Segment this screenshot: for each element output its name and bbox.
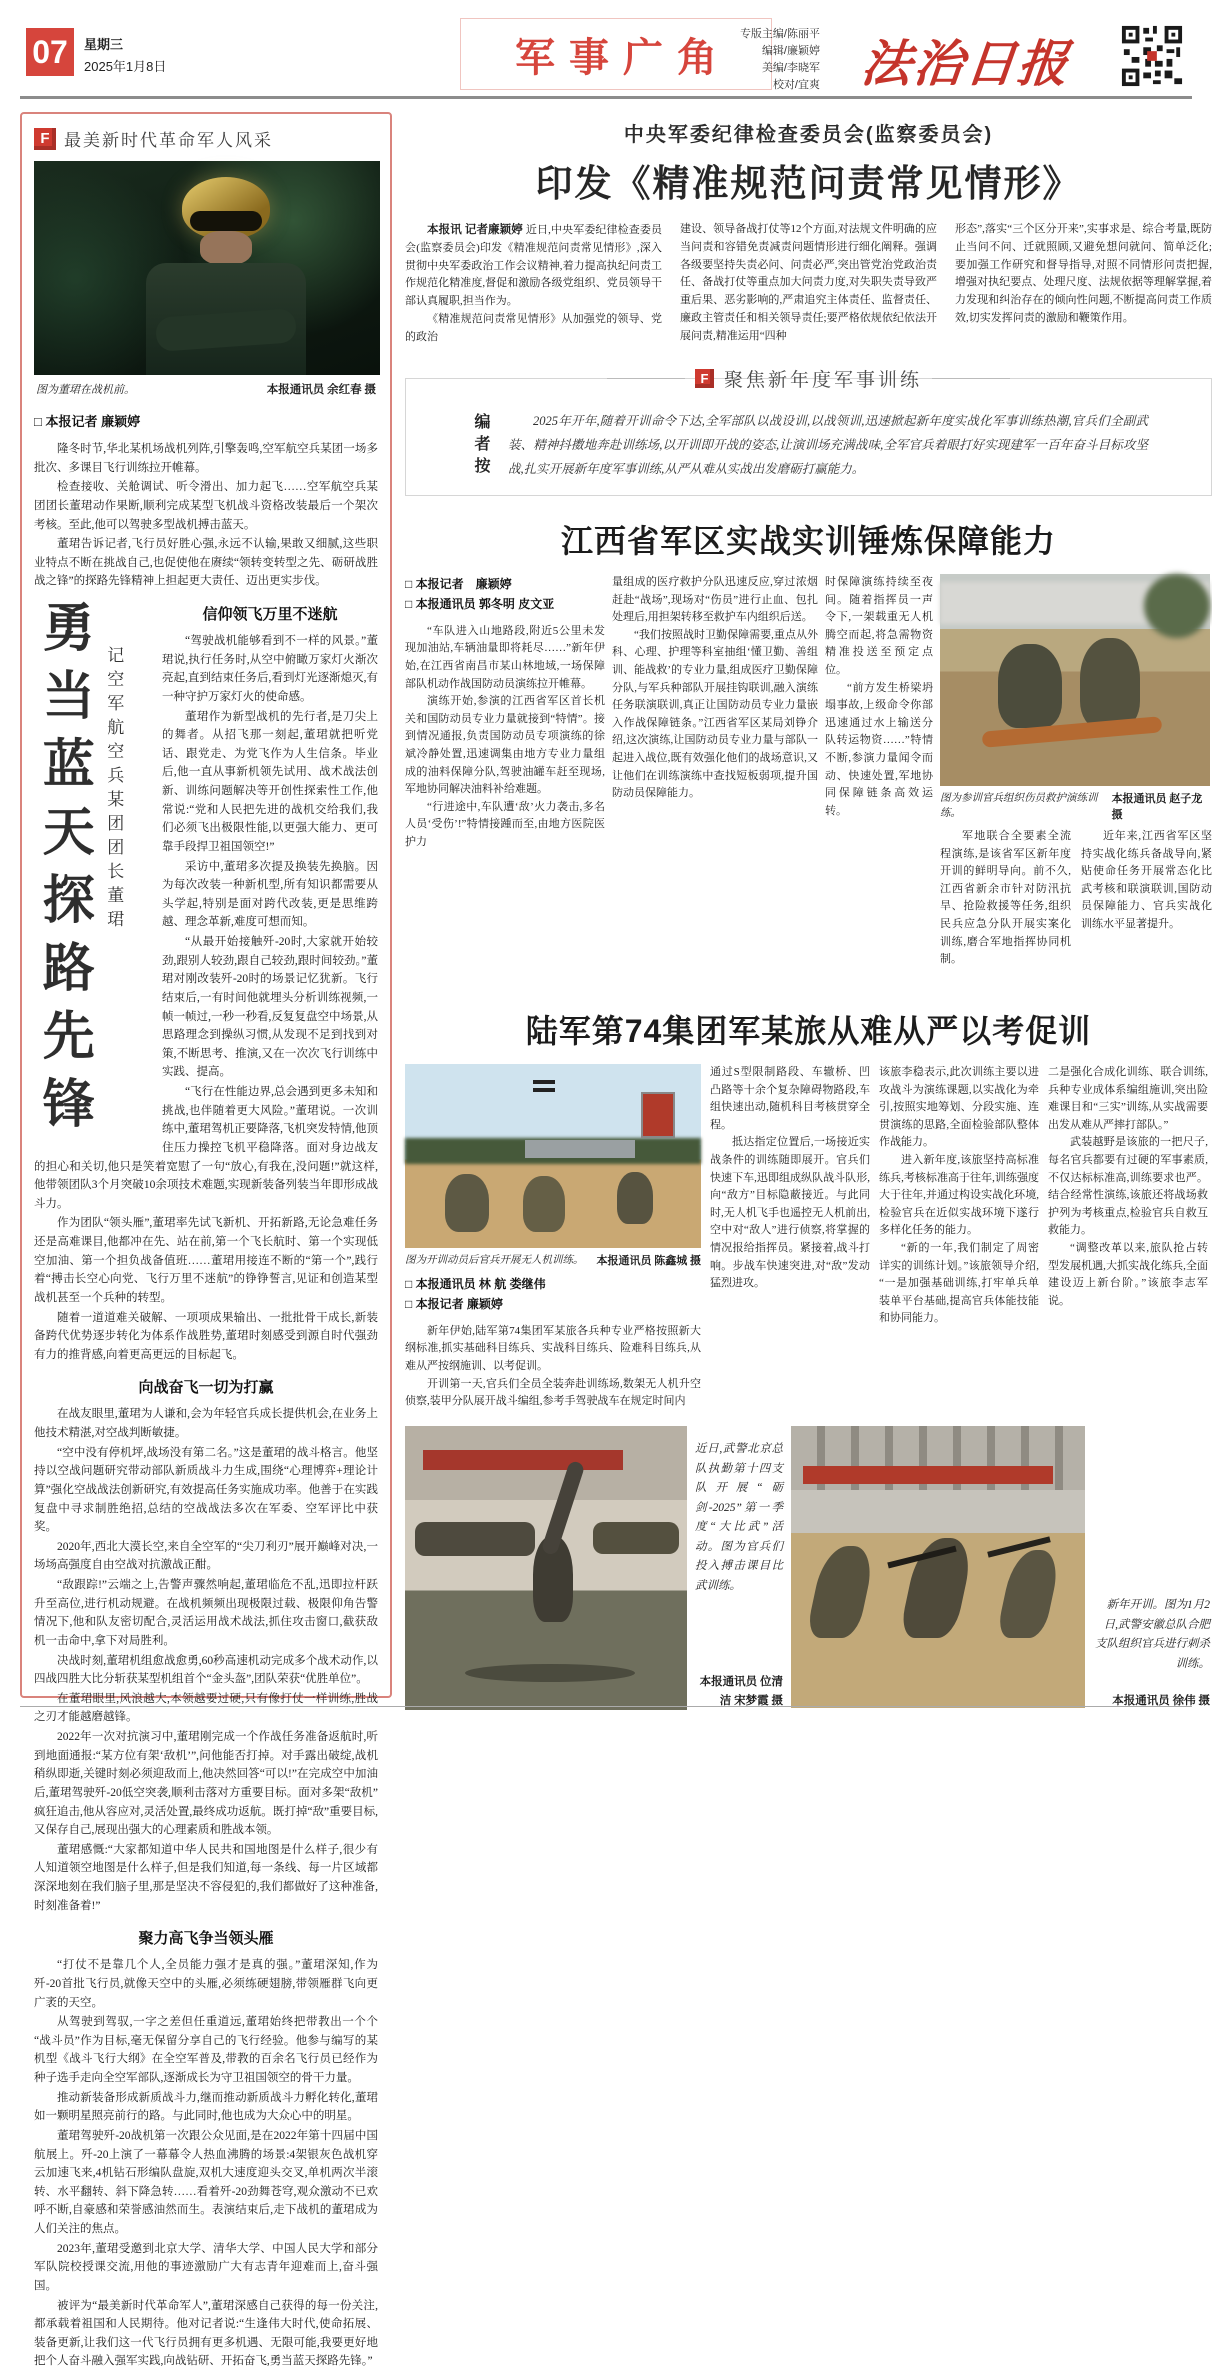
photo-caption-row <box>36 381 376 397</box>
badge-line-right <box>932 378 1010 379</box>
photo-credit: 本报通讯员 余红春 摄 <box>267 381 376 397</box>
body-paragraph: 董珺告诉记者,飞行员好胜心强,永远不认输,果敢又细腻,这些职业特点不断在挑战自己,也促使他在赓续“领转变转型之先、砺研战胜战之锋”的探路先锋精神上担起更大责任、迈出更实步伐。 <box>34 535 378 591</box>
red-banner <box>803 1466 1053 1484</box>
column <box>612 574 818 986</box>
body-paragraph: 随着一道道难关破解、一项项成果输出、一批批骨干成长,新装备跨代优势逐步转化为体系作战胜势,董珺时刻感受到源自时代强劲有力的推背感,向着更高更远的目标起飞。 <box>34 1309 378 1365</box>
jiangxi-headline: 江西省军区实战实训锤炼保障能力 <box>405 516 1212 562</box>
date: 2025年1月8日 <box>84 56 166 75</box>
army74-headline: 陆军第74集团军某旅从难从严以考促训 <box>405 1006 1212 1052</box>
photo-caption-row <box>940 790 1212 822</box>
reporter-byline: □ 本报记者 廉颖婷 <box>34 411 378 430</box>
column <box>405 574 605 986</box>
body-paragraph: “从最开始接触歼-20时,大家就开始较劲,跟别人较劲,跟自己较劲,跟时间较劲。”董珺对刚改装歼-20时的场景记忆犹新。飞行结束后,一有时间他就埋头分析训练视频,一帧一帧过,一秒一秒看,反复复盘空中场景,从思路理念到操纵习惯,从发现不足到找到对策,不断思考、推演,又在一次次飞行训练中实践、提高。 <box>34 933 378 1082</box>
soldier-figure <box>998 644 1062 728</box>
focus-section-title: 聚焦新年度军事训练 <box>724 365 922 392</box>
editor-note-text: 2025年开年,随着开训命令下达,全军部队以战设训,以战领训,迅速掀起新年度实战化军事训练热潮,官兵们全副武装、精神抖擞地奔赴训练场,以开训即开战的姿态,让演训场充满战味,全军官兵着眼打好实现建军一百年奋斗目标攻坚战,扎实开展新年度军事训练,从严从难从实战出发磨砺打赢能力。 <box>508 409 1148 481</box>
column <box>955 221 1212 343</box>
body-paragraph: 决战时刻,董珺机组愈战愈勇,60秒高速机动完成多个战术动作,以四战四胜大比分斩获某型机组首个“金头盔”,团队荣获“优胜单位”。 <box>34 1652 378 1689</box>
kneeling-soldier <box>617 1172 653 1224</box>
text-under-photo <box>940 828 1212 990</box>
body-paragraph: 检查接收、关舱调试、听令滑出、加力起飞……空军航空兵某团团长董珺动作果断,顺利完成某型飞机战斗资格改装最后一个架次考核。至此,他可以驾驶多型战机搏击蓝天。 <box>34 478 378 534</box>
body-paragraph: 武装越野是该旅的一把尺子,每名官兵都要有过硬的军事素质,不仅达标标准高,训练要求也严。结合经常性演练,该旅还将战场救护列为考核重点,检验官兵自救互救能力。 <box>1048 1134 1208 1240</box>
body-paragraph: “我们按照战时卫勤保障需要,重点从外科、心理、护理等科室抽组‘懂卫勤、善组训、能战救’的专业力量,组成医疗卫勤保障分队,与军兵种部队开展挂钩联训,融入演练任务联演联训,真正让国防动员专业力量嵌入作战保障链条。”江西省军区某局刘铮介绍,这次演练,让国防动员专业力量与部队一起进入战位,既有效强化他们的战场意识,又让他们在训练演练中查找短板弱项,提升国防动员保障能力。 <box>612 627 818 803</box>
jiangxi-columns <box>405 574 1212 986</box>
column <box>1048 1064 1208 1416</box>
body-paragraph: 《精准规范问责常见情形》从加强党的领导、党的政治 <box>405 311 662 347</box>
body-paragraph: “行进途中,车队遭‘敌’火力袭击,多名人员‘受伤’!”特情接踵而至,由地方医院医护力 <box>405 799 605 852</box>
page-number-badge: 07 <box>26 28 74 76</box>
section-title-box <box>460 18 772 90</box>
body-paragraph: 演练开始,参演的江西省军区首长机关和国防动员专业力量就接到“特情”。接到情况通报,负责国防动员专项演练的徐斌冷静处置,迅速调集由地方专业力量组成的油料保障分队,驾驶油罐车赶至现场,军地协同解决油料补给难题。 <box>405 693 605 799</box>
mat-shadow <box>465 1664 635 1682</box>
body-paragraph: 作为团队“领头雁”,董珺率先试飞新机、开拓新路,无论急难任务还是高难课目,他都冲在先、站在前,第一个飞长航时、第一个实现低空加油、第一个担负战备值班……董珺用接连不断的“第一个”,践行着“搏击长空心向党、飞行万里不迷航”的铮铮誓言,见证和创造某型战机甚至一个兵种的转型。 <box>34 1214 378 1307</box>
body-paragraph: 进入新年度,该旅坚持高标准练兵,考核标准高于往年,训练强度大于往年,并通过构设实战化环境,检验官兵在近似实战环境下遂行多样化任务的能力。 <box>879 1152 1039 1240</box>
reporter-byline: □ 本报记者 廉颖婷 <box>405 574 605 594</box>
body-paragraph: “调整改革以来,旅队抢占转型发展机遇,大抓实战化练兵,全面建设迈上新台阶。”该旅李志军说。 <box>1048 1240 1208 1310</box>
photo-caption-row <box>405 1252 701 1268</box>
photo-caption: 图为董珺在战机前。 <box>36 381 135 397</box>
kneeling-soldier <box>523 1176 565 1232</box>
body-paragraph: 量组成的医疗救护分队迅速反应,穿过浓烟赶赴“战场”,现场对“伤员”进行止血、包扎处理后,用担架转移至救护车内组织后送。 <box>612 574 818 627</box>
canopy-shelter <box>525 1140 635 1158</box>
drone-icon <box>533 1080 555 1084</box>
body-paragraph: 2023年,董珺受邀到北京大学、清华大学、中国人民大学和部分军队院校授课交流,用他的事迹激励广大有志青年迎难而上,奋斗强国。 <box>34 2240 378 2296</box>
watching-soldiers <box>593 1522 679 1554</box>
army74-columns <box>405 1064 1212 1416</box>
lead-paragraph: 近日,中央军委纪律检查委员会(监察委员会)印发《精准规范问责常见情形》,深入贯彻中央军委政治工作会议精神,着力提高执纪问责工作规范化精准度,督促和激励各级党组织、党员领导干部认真履职,担当作为。 <box>405 224 662 307</box>
red-banner <box>423 1450 623 1470</box>
page-header <box>20 18 1192 94</box>
beijing-sparring-photo <box>405 1426 687 1710</box>
army74-article <box>405 1006 1212 1416</box>
body-paragraph: “打仗不是靠几个人,全员能力强才是真的强。”董珺深知,作为歼-20首批飞行员,就像天空中的头雁,必须练硬翅膀,带领雁群飞向更广袤的天空。 <box>34 1956 378 2012</box>
footer-divider <box>20 1706 1192 1707</box>
staff-editor-in-chief: 专版主编/陈丽平 <box>740 26 820 43</box>
feature-tag <box>34 126 378 151</box>
staff-credits <box>740 26 820 94</box>
badge-line-left <box>607 378 685 379</box>
pilot-visor <box>190 211 262 231</box>
pilot-face <box>200 231 252 265</box>
body-paragraph: 抵达指定位置后,一场接近实战条件的训练随即展开。官兵们快速下车,迅即组成纵队战斗队形,向“敌方”目标隐蔽接近。与此同时,无人机飞手也遥控无人机前出,空中对“敌人”进行侦察,将掌握的情况报给指挥员。紧接着,战斗打响。步战车快速突进,对“敌”发动猛烈进攻。 <box>710 1134 870 1292</box>
photo-caption: 新年开训。图为1月2日,武警安徽总队合肥支队组织官兵进行刺杀训练。 <box>1093 1596 1210 1674</box>
cmc-headline: 印发《精准规范问责常见情形》 <box>405 153 1212 207</box>
header-divider <box>20 96 1192 99</box>
body-paragraph: 2020年,西北大漠长空,来自全空军的“尖刀利刃”展开巅峰对决,一场场高强度自由空战对抗激战正酣。 <box>34 1538 378 1575</box>
body-paragraph: 董珺驾驶歼-20战机第一次跟公众见面,是在2022年第十四届中国航展上。歼-20上演了一幕幕令人热血沸腾的场景:4架银灰色战机穿云加速飞来,4机钻石形编队盘旋,双机大速度迎头交叉,单机两次半滚转、水平翻转、斜下降急转……看着歼-20劲舞苍穹,观众激动不已欢呼不断,自豪感和荣誉感油然而生。表演结束后,走下战机的董珺成为人们关注的焦点。 <box>34 2127 378 2239</box>
billboard <box>641 1092 675 1138</box>
body-paragraph: 时保障演练持续至夜间。随着指挥员一声令下,一架载重无人机腾空而起,将急需物资精准投送至预定点位。 <box>825 574 933 680</box>
feature-article-box <box>20 112 392 1698</box>
feature-headline: 勇当蓝天探路先锋 <box>34 600 91 1148</box>
body-paragraph: “敌跟踪!”云端之上,告警声骤然响起,董珺临危不乱,迅即拉杆跃升至高位,进行机动规避。在战机频频出现极限过载、极限仰角告警情况下,他和队友密切配合,灵活运用战术战法,抓住攻击窗口,截获敌机一击命中,拿下对局胜利。 <box>34 1576 378 1651</box>
cmc-columns <box>405 221 1212 343</box>
body-paragraph: 在战友眼里,董珺为人谦和,会为年轻官兵成长提供机会,在业务上他技术精湛,对空战判断敏捷。 <box>34 1405 378 1442</box>
anhui-photo-caption-column <box>1093 1426 1210 1712</box>
staff-proofreader: 校对/宜爽 <box>740 77 820 94</box>
body-paragraph: 军地联合全要素全流程演练,是该省军区新年度开训的鲜明导向。前不久,江西省新余市针对防汛抗旱、抢险救援等任务,组织民兵应急分队开展实案化训练,磨合军地指挥协同机制。 <box>940 828 1071 969</box>
column <box>879 1064 1039 1416</box>
bylines <box>405 1274 701 1315</box>
editor-note-label: 编者按 <box>469 413 492 481</box>
body-paragraph: 董珺作为新型战机的先行者,是刀尖上的舞者。从招飞那一刻起,董珺就把听党话、跟党走、为党飞作为人生信条。毕业后,他一直从事新机领先试用、战术战法创新、训练问题解决等开创性探索性工作,他常说:“党和人民把先进的战机交给我们,我们必须飞出极限性能,以更强大能力、更可靠手段捍卫祖国领空!” <box>34 708 378 857</box>
beijing-photo-caption-column <box>695 1426 783 1712</box>
body-paragraph: 从驾驶到驾驭,一字之差但任重道远,董珺始终把带教出一个个“战斗员”作为目标,毫无保留分享自己的飞行经验。他参与编写的某机型《战斗飞行大纲》在全空军普及,带教的百余名飞行员已经作为种子选手走向全空军部队,逐渐成长为守卫祖国领空的骨干力量。 <box>34 2013 378 2088</box>
subhead-1: 信仰领飞万里不迷航 <box>34 603 378 624</box>
photo-caption: 图为参训官兵组织伤员救护演练训练。 <box>940 790 1112 822</box>
editor-note-box <box>405 378 1212 496</box>
column <box>680 221 937 343</box>
photo-caption: 图为开训动员后官兵开展无人机训练。 <box>405 1252 584 1268</box>
photo-credit: 本报通讯员 徐伟 摄 <box>1093 1692 1210 1712</box>
lunging-soldier <box>996 1550 1063 1638</box>
body-paragraph: 近年来,江西省军区坚持实战化练兵备战导向,紧贴使命任务开展常态化比武考核和联演联训,国防动员保障能力、官兵实战化训练水平显著提升。 <box>1081 828 1212 934</box>
photo-and-byline-column <box>405 1064 701 1416</box>
bottom-photo-strip <box>405 1426 1212 1712</box>
body-paragraph: 隆冬时节,华北某机场战机列阵,引擎轰鸣,空军航空兵某团一场多批次、多课目飞行训练拉开帷幕。 <box>34 440 378 477</box>
soldier-figure <box>1080 638 1140 728</box>
lead-in: 本报讯 记者廉颖婷 <box>427 224 526 236</box>
date-block <box>84 34 166 75</box>
subhead-2: 向战奋飞一切为打赢 <box>34 1376 378 1397</box>
drone-training-photo <box>405 1064 701 1248</box>
jiangxi-article <box>405 516 1212 986</box>
body-paragraph: 建设、领导备战打仗等12个方面,对法规文件明确的应当问责和容错免责减责问题情形进行细化阐释。强调各级要坚持失责必问、问责必严,突出管党治党政治责任、备战打仗等重点加大问责力度,对失职失责导致严重后果、恶劣影响的,严肃追究主体责任、监督责任、廉政主管责任和相关领导责任;要严格依规依纪依法开展问责,精准运用“四种 <box>680 221 937 346</box>
qr-code <box>1120 24 1184 88</box>
tree-blob <box>1144 574 1210 638</box>
feature-tag-label: 最美新时代革命军人风采 <box>64 126 273 151</box>
right-content-region <box>405 112 1212 1700</box>
staff-art-editor: 美编/李晓军 <box>740 60 820 77</box>
photo-credit: 本报通讯员 位清洁 宋梦霞 摄 <box>695 1673 783 1712</box>
photo-credit: 本报通讯员 赵子龙 摄 <box>1112 790 1212 822</box>
article-kicker: 中央军委纪律检查委员会(监察委员会) <box>405 118 1212 147</box>
masthead-logo: 法治日报 <box>824 24 1108 96</box>
body-paragraph: 新年伊始,陆军第74集团军某旅各兵种专业严格按照新大纲标准,抓实基础科目练兵、实战科目练兵、险难科目练兵,从难从严按纲施训、以考促训。 <box>405 1323 701 1376</box>
fazhi-cube-logo-icon: F <box>695 369 714 388</box>
body-paragraph: “驾驶战机能够看到不一样的风景。”董珺说,执行任务时,从空中俯瞰万家灯火渐次亮起,直到结束任务后,看到灯光逐渐熄灭,有一种守护万家灯火的使命感。 <box>34 632 378 707</box>
body-paragraph: 二是强化合成化训练、联合训练,兵种专业成体系编组施训,突出险难课目和“三实”训练,从实战需要出发从难从严摔打部队。” <box>1048 1064 1208 1134</box>
pilot-photo <box>34 161 380 375</box>
section-title: 军事广角 <box>501 26 731 83</box>
bylines <box>405 574 605 615</box>
body-paragraph: “前方发生桥梁坍塌事故,上级命令你部迅速通过水上输送分队转运物资……”特情不断,参演力量闻令而动、快速处置,军地协同保障链条高效运转。 <box>825 680 933 821</box>
body-paragraph: “新的一年,我们制定了周密详实的训练计划。”该旅领导介绍,“一是加强基础训练,打牢单兵单装单平台基础,提高官兵体能技能和协同能力。 <box>879 1240 1039 1328</box>
kneeling-soldier <box>445 1174 489 1232</box>
body-paragraph: 该旅李稳表示,此次训练主要以进攻战斗为演练课题,以实战化为牵引,按照实地筹划、分段实施、连贯演练的思路,全面检验部队整体作战能力。 <box>879 1064 1039 1152</box>
rescue-drill-photo <box>940 574 1210 786</box>
body-paragraph: 形态”,落实“三个区分开来”,实事求是、综合考量,既防止当问不问、迁就照顾,又避免想问就问、简单泛化;要加强工作研究和督导指导,对照不同情形问责把握,增强对执纪要点、处理尺度、法规依据等理解掌握,着力发现和纠治存在的倾向性问题,不断提高问责工作质效,切实发挥问责的激励和鞭策作用。 <box>955 221 1212 328</box>
correspondent-byline: □ 本报通讯员 林 航 娄继伟 <box>405 1274 701 1294</box>
body-paragraph: 开训第一天,官兵们全员全装奔赴训练场,数架无人机升空侦察,装甲分队展开战斗编组,参考手驾驶战车在规定时间内 <box>405 1376 701 1411</box>
body-paragraph <box>405 221 662 311</box>
weekday: 星期三 <box>84 34 166 53</box>
cmc-notice-article <box>405 118 1212 343</box>
anhui-bayonet-photo <box>791 1426 1085 1708</box>
body-paragraph: “飞行在性能边界,总会遇到更多未知和挑战,也伴随着更大风险。”董珺说。一次训练中,董珺驾机正要降落,飞机突发特情,他顶住压力操控飞机平稳降落。面对身边战友的担心和关切,他只是笑着宽慰了一句“放心,有我在,没问题!”就这样,他带领团队3个月突破10余项技术难题,实现新装备列装当年即形成战斗力。 <box>34 1083 378 1213</box>
column-narrow <box>825 574 933 986</box>
body-paragraph: 推动新装备形成新质战斗力,继而推动新质战斗力孵化转化,董珺如一颗明星照亮前行的路。与此同时,他也成为大众心中的明星。 <box>34 2089 378 2126</box>
lunging-soldier <box>805 1546 877 1638</box>
body-paragraph: 董珺感慨:“大家都知道中华人民共和国地图是什么样子,很少有人知道领空地图是什么样子,但是我们知道,每一条线、每一片区域都深深地刻在我们脑子里,那是坚决不容侵犯的,我们都做好了这种准备,时刻准备着!” <box>34 1841 378 1916</box>
feature-body <box>34 440 378 2371</box>
subhead-3: 聚力高飞争当领头雁 <box>34 1927 378 1948</box>
body-paragraph: 2022年一次对抗演习中,董珺刚完成一个作战任务准备返航时,听到地面通报:“某方位有架‘敌机’”,问他能否打掉。对手露出破绽,战机稍纵即逝,关键时刻必须迎敌而上,他决然回答“可以!”在完成空中加油后,董珺驾驶歼-20低空突袭,顺利击落对方重要目标。面对多架“敌机”疯狂追击,他从容应对,灵活处置,最终成功返航。既打掉“敌”重要目标,又保存自己,展现出强大的心理素质和胜战本领。 <box>34 1728 378 1840</box>
photo-caption: 近日,武警北京总队执勤第十四支队开展“砺剑-2025”第一季度“大比武”活动。图为官兵们投入搏击课目比武训练。 <box>695 1440 783 1596</box>
body-paragraph: “空中没有停机坪,战场没有第二名。”这是董珺的战斗格言。他坚持以空战问题研究带动部队新质战斗力生成,围绕“心理博弈+理论计算”强化空战战法创新研究,有效提高任务实施成功率。他善于在实践复盘中寻求制胜绝招,总结的空战战法多次在军委、空军评比中获奖。 <box>34 1444 378 1537</box>
feature-subtitle: 记空军航空兵某团团长董珺 <box>101 646 126 1148</box>
body-paragraph: 采访中,董珺多次提及换装先换脑。因为每次改装一种新机型,所有知识都需要从头学起,特别是面对跨代改装,更是思维跨越、理念革新,难度可想而知。 <box>34 858 378 933</box>
watching-soldiers <box>415 1522 535 1556</box>
photo-and-text-stack <box>940 574 1212 986</box>
vertical-headline-block <box>34 600 152 1148</box>
reporter-byline: □ 本报记者 廉颖婷 <box>405 1294 701 1314</box>
correspondent-byline: □ 本报通讯员 郭冬明 皮文亚 <box>405 594 605 614</box>
fazhi-cube-logo-icon: F <box>34 128 56 150</box>
column <box>710 1064 870 1416</box>
body-paragraph: 被评为“最美新时代革命军人”,董珺深感自己获得的每一份关注,都承载着祖国和人民期待。他对记者说:“生逢伟大时代,使命拓展、装备更新,让我们这一代飞行员拥有更多机遇、无限可能,我要更好地把个人奋斗融入强军实践,向战钻研、开拓奋飞,勇当蓝天探路先锋。” <box>34 2297 378 2371</box>
body-paragraph: 在董珺眼里,风浪越大,本领越要过硬,只有像打仗一样训练,胜战之刃才能越磨越锋。 <box>34 1690 378 1727</box>
focus-section-badge <box>405 365 1212 392</box>
staff-editor: 编辑/廉颖婷 <box>740 43 820 60</box>
body-paragraph: 通过S型限制路段、车辙桥、凹凸路等十余个复杂障碍物路段,车组快速出动,随机科目考核贯穿全程。 <box>710 1064 870 1134</box>
body-paragraph: “车队进入山地路段,附近5公里未发现加油站,车辆油量即将耗尽……”新年伊始,在江西省南昌市某山林地域,一场保障部队机动作战国防动员演练拉开帷幕。 <box>405 623 605 693</box>
column <box>405 221 662 343</box>
photo-credit: 本报通讯员 陈鑫城 摄 <box>597 1252 702 1268</box>
